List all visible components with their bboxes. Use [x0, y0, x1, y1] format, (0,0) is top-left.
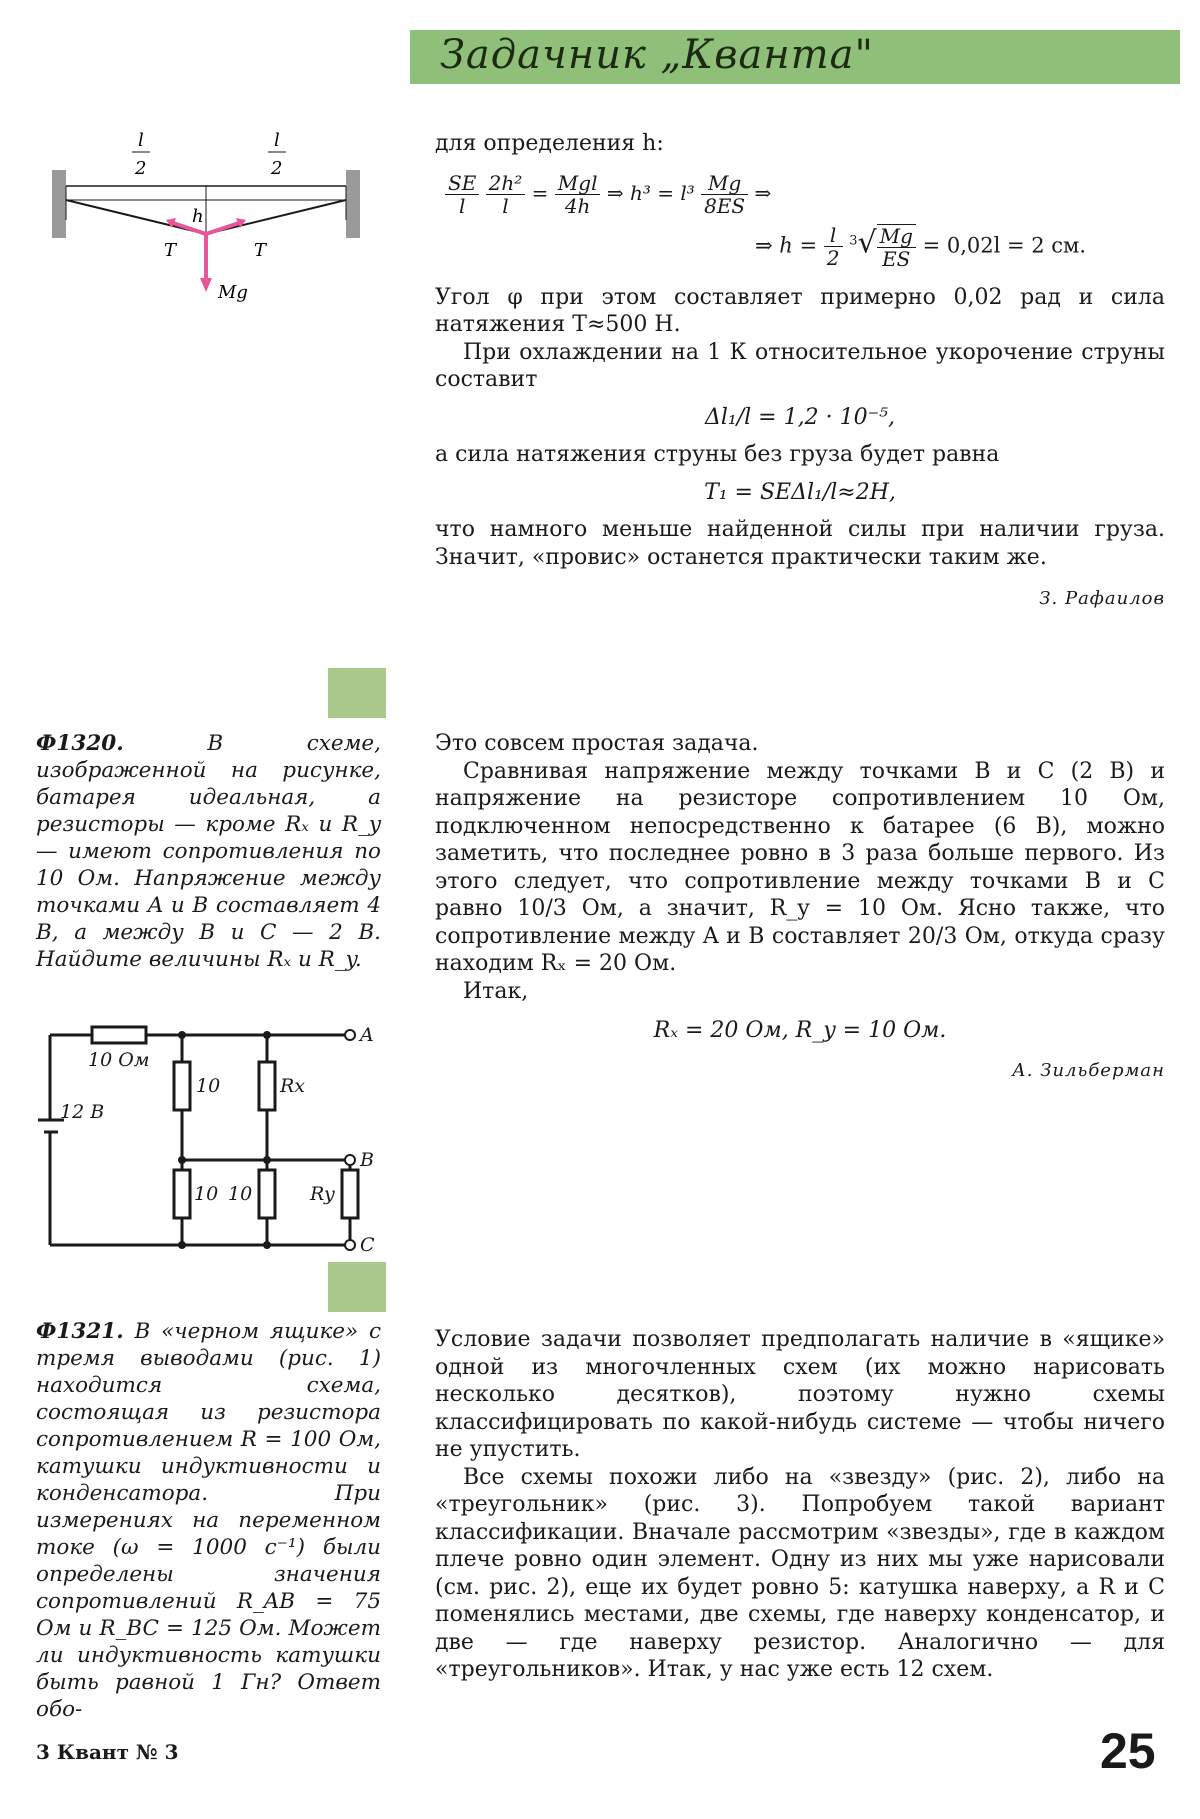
problem-f1320 — [36, 730, 381, 973]
top-solution — [435, 130, 1165, 613]
resistor-10-bottom-left-label: 10 — [194, 1183, 219, 1205]
issue-label: 3 Квант № 3 — [36, 1740, 179, 1764]
cooling-paragraph: При охлаждении на 1 К относительное укорочение струны составит — [435, 339, 1165, 392]
series-resistor-label: 10 Ом — [88, 1049, 150, 1071]
tension-paragraph: а сила натяжения струны без груза будет равна — [435, 442, 1000, 467]
circuit-diagram — [30, 1020, 390, 1260]
conclusion-paragraph: что намного меньше найденной силы при наличии груза. Значит, «провис» останется практически таким же. — [435, 517, 1165, 570]
svg-text:2: 2 — [135, 158, 147, 179]
banner-title: Задачник „Кванта" — [440, 32, 874, 78]
solution-f1321-p1: Условие задачи позволяет предполагать наличие в «ящике» одной из многочленных схем (их можно нарисовать несколько десятков), поэтому нужно схемы классифицировать по какой-нибудь системе — чтобы ничего не упустить. — [435, 1327, 1165, 1462]
equation-2: ⇒ h = $\frac{l}{2}$ $^3$√ $\frac{Mg}{ES}$ = 0,02l = 2 см. — [755, 223, 1087, 271]
formula-shortening: Δl₁/l = 1,2 · 10⁻⁵, — [705, 404, 895, 430]
angle-paragraph: Угол φ при этом составляет примерно 0,02 рад и сила натяжения T≈500 Н. — [435, 284, 1165, 337]
tension-label-right: T — [254, 240, 267, 261]
tension-label-left: T — [164, 240, 177, 261]
resistor-ry-label: Ry — [310, 1183, 335, 1205]
solution-f1321-p2: Все схемы похожи либо на «звезду» (рис. 2), либо на «треугольник» (рис. 3). Попробуем такой вариант классификации. Вначале рассмотрим «звезды», где в каждом плече ровно один элемент. Одну из них мы уже нарисовали (см. рис. 2), еще их будет ровно 5: катушка наверху, а R и C поменялись местами, две схемы, где наверху конденсатор, и две — где наверху резистор. Аналогично — для «треугольников». Итак, у нас уже есть 12 схем. — [435, 1464, 1165, 1682]
weight-label: Mg — [218, 282, 248, 303]
signature-rafailov: З. Рафаилов — [1039, 588, 1165, 609]
problem-number-f1321: Ф1321. — [36, 1319, 124, 1344]
solution-intro: для определения h: — [435, 131, 664, 156]
problem-number-f1320: Ф1320. — [36, 731, 124, 756]
solution-f1320-so: Итак, — [463, 978, 529, 1004]
string-figure — [40, 130, 380, 310]
solution-f1320-body: Сравнивая напряжение между точками B и C (2 В) и напряжение на резисторе сопротивлением 10 Ом, подключенном непосредственно к батарее (6 В), можно заметить, что последнее ровно в 3 раза больше первого. Из этого следует, что сопротивление между точками B и C равно 10/3 Ом, а значит, R_y = 10 Ом. Ясно также, что сопротивление между A и B составляет 20/3 Ом, откуда сразу находим Rₓ = 20 Ом. — [435, 758, 1165, 976]
signature-zilberman: А. Зильберман — [1012, 1059, 1165, 1081]
formula-tension: T₁ = SEΔl₁/l≈2H, — [704, 479, 896, 505]
resistor-rx-label: Rx — [280, 1075, 306, 1097]
half-length-label-right: l — [274, 130, 280, 151]
node-c-label: C — [360, 1234, 375, 1256]
left-wall — [52, 170, 66, 238]
solution-f1321 — [435, 1326, 1165, 1684]
problem-text-f1321: В «черном ящике» с тремя выводами (рис. 1) находится схема, состоящая из резистора сопротивлением R = 100 Ом, катушки индуктивности и конденсатора. При измерениях на переменном токе (ω = 1000 с⁻¹) были определены значения сопротивлений R_AB = 75 Ом и R_BC = 125 Ом. Может ли индуктивность катушки быть равной 1 Гн? Ответ обо- — [36, 1319, 381, 1722]
resistor-10-top-label: 10 — [196, 1075, 221, 1097]
svg-text:2: 2 — [271, 158, 283, 179]
solution-f1320 — [435, 730, 1165, 1084]
solution-f1320-intro: Это совсем простая задача. — [435, 731, 759, 756]
solution-f1320-answer: Rₓ = 20 Ом, R_y = 10 Ом. — [653, 1018, 947, 1043]
half-length-label-left: l — [138, 130, 144, 151]
problem-tab-f1320 — [328, 668, 386, 718]
problem-f1321 — [36, 1318, 381, 1723]
page-number: 25 — [1100, 1723, 1156, 1779]
problem-tab-f1321 — [328, 1262, 386, 1312]
node-a-label: A — [360, 1024, 374, 1046]
battery-label: 12 В — [60, 1101, 105, 1123]
header-banner — [410, 30, 1180, 84]
sag-label: h — [192, 206, 204, 227]
resistor-10-bottom-mid-label: 10 — [228, 1183, 253, 1205]
equation-1: $\frac{SE}{l}$ $\frac{\text{2h²}}{l}$ = $\frac{\text{Mgl}}{4h}$ ⇒ h³ = l³ $\frac{Mg}{8ES}$ ⇒ — [445, 172, 1165, 216]
right-wall — [346, 170, 360, 238]
node-b-label: B — [360, 1149, 374, 1171]
problem-text-f1320: В схеме, изображенной на рисунке, батарея идеальная, а резисторы — кроме Rₓ и R_y — имеют сопротивления по 10 Ом. Напряжение между точками A и B составляет 4 В, а между B и C — 2 В. Найдите величины Rₓ и R_y. — [36, 731, 381, 972]
